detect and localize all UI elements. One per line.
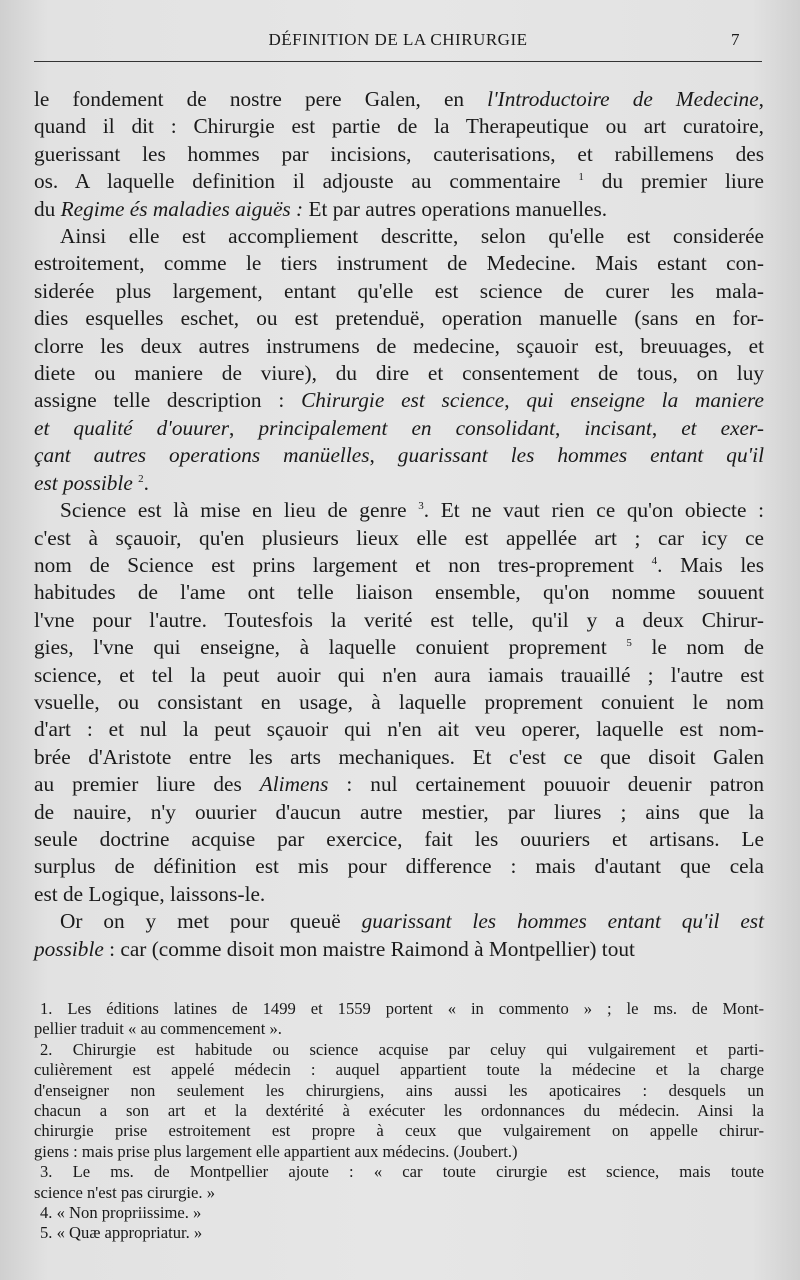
italic-text: Regime és maladies aiguës :	[60, 196, 304, 221]
text-line: au premier liure des Alimens : nul certainement pouuoir deuenir patron	[34, 772, 764, 797]
italic-text: principalement en consolidant	[258, 415, 555, 440]
text-line: science, et tel la peut auoir qui n'en aura iamais trauaillé ; l'autre est	[34, 662, 764, 687]
text-line: l'vne pour l'autre. Toutesfois la verité est telle, qu'il y a deux Chirur-	[34, 607, 764, 632]
footnote-line: chacun a son art et la dextérité à exécuter les ordonnances du médecin. Ainsi la	[34, 1101, 764, 1121]
page-number: 7	[731, 30, 740, 49]
text-line: le fondement de nostre pere Galen, en l'Introductoire de Medecine,	[34, 87, 764, 111]
italic-text: Alimens	[259, 772, 329, 797]
footnote-line: 5. « Quæ appropriatur. »	[40, 1223, 203, 1243]
footnote-ref: 4	[651, 554, 658, 567]
text-line: seule doctrine acquise par exercice, fait les ouuriers et artisans. Le	[34, 826, 764, 851]
text-line: surplus de définition est mis pour difference : mais d'autant que cela	[34, 854, 764, 879]
text-line: assigne telle description : Chirurgie est science, qui enseigne la maniere	[34, 388, 765, 413]
footnotes	[34, 999, 764, 1244]
footnote-line: giens : mais prise plus largement elle appartient aux médecins. (Joubert.)	[34, 1141, 518, 1161]
footnote-line: 2. Chirurgie est habitude ou science acquise par celuy qui vulgairement et parti-	[40, 1039, 764, 1059]
text-line: dies esquelles eschet, ou est pretenduë, operation manuelle (sans en for-	[34, 306, 764, 331]
text-line: c'est à sçauoir, qu'en plusieurs lieux elle est appellée art ; car icy ce	[34, 525, 764, 550]
text-line: du Regime és maladies aiguës : Et par autres operations manuelles.	[34, 196, 608, 221]
text-line: diete ou maniere de viure), du dire et consentement de tous, on luy	[34, 361, 764, 386]
running-header	[34, 28, 762, 54]
text-line: estroitement, comme le tiers instrument de Medecine. Mais estant con-	[34, 251, 764, 276]
italic-text: incisant	[584, 415, 652, 440]
text-line: habitudes de l'ame ont telle liaison ensemble, qu'on nomme souuent	[34, 580, 764, 605]
italic-text: et exer-	[681, 415, 764, 440]
text-line: siderée plus largement, entant qu'elle est science de curer les mala-	[34, 278, 764, 303]
text-line: Ainsi elle est accompliement descritte, selon qu'elle est considerée	[60, 224, 764, 249]
footnote-ref: 5	[626, 637, 632, 650]
italic-text: guarissant les hommes entant qu'il	[397, 443, 764, 468]
footnote-line: 3. Le ms. de Montpellier ajoute : « car toute cirurgie est science, mais toute	[40, 1162, 764, 1182]
text-line: gies, l'vne qui enseigne, à laquelle conuient proprement $^5$ le nom de	[34, 635, 764, 660]
page-title: DÉFINITION DE LA CHIRURGIE	[268, 30, 528, 49]
text-line: nom de Science est prins largement et non tres-proprement $^4$. Mais les	[34, 552, 764, 577]
footnote-line: 1. Les éditions latines de 1499 et 1559 portent « in commento » ; le ms. de Mont-	[40, 999, 764, 1018]
footnote-line: 4. « Non propriissime. »	[40, 1203, 202, 1223]
footnote-line: chirurgie prise estroitement est propre à ceux que vulgairement on appelle chirur-	[34, 1121, 764, 1141]
italic-text: guarissant les hommes entant qu'il est	[361, 909, 764, 934]
text-line: est de Logique, laissons-le.	[34, 881, 266, 906]
footnote-ref: 1	[578, 171, 584, 184]
text-line: os. A laquelle definition il adjouste au commentaire $^1$ du premier liure	[34, 169, 764, 194]
text-line: vsuelle, ou consistant en usage, à laquelle proprement conuient le nom	[34, 689, 764, 714]
footnote-ref: 2	[138, 472, 144, 485]
footnote-line: pellier traduit « au commencement ».	[34, 1019, 282, 1039]
text-line: guerissant les hommes par incisions, cauterisations, et rabillemens des	[34, 141, 764, 166]
footnote-ref: 3	[418, 500, 424, 512]
footnote-line: d'enseigner non seulement les chirurgiens, ains aussi les apoticaires : desquels un	[34, 1080, 764, 1100]
text-line: de nauire, n'y ouurier d'aucun autre mestier, par liures ; ains que la	[34, 799, 764, 824]
text-line: Or on y met pour queuë guarissant les hommes entant qu'il est	[60, 909, 764, 934]
text-line: quand il dit : Chirurgie est partie de la Therapeutique ou art curatoire,	[34, 114, 764, 139]
footnote-line: science n'est pas cirurgie. »	[34, 1182, 215, 1202]
italic-text: possible	[34, 936, 104, 961]
header-rule	[34, 61, 762, 62]
text-line: est possible $^2$.	[34, 470, 149, 495]
text-line: clorre les deux autres instrumens de medecine, sçauoir est, breuuages, et	[34, 333, 764, 358]
text-line: d'art : et nul la peut sçauoir qui n'en ait veu operer, laquelle est nom-	[34, 717, 764, 742]
main-text	[34, 86, 764, 963]
italic-text: çant autres operations manüelles	[34, 443, 370, 468]
italic-text: et qualité d'ouurer	[34, 415, 230, 440]
italic-text: Chirurgie est science	[301, 388, 505, 413]
italic-text: l'Introductoire de Medecine	[487, 87, 759, 111]
text-line: çant autres operations manüelles, guarissant les hommes entant qu'il	[34, 443, 764, 468]
text-line: brée d'Aristote entre les arts mechaniques. Et c'est ce que disoit Galen	[34, 744, 764, 769]
footnote-line: culièrement est appelé médecin : auquel appartient toute la médecine et la charge	[34, 1060, 764, 1080]
italic-text: est possible	[34, 470, 133, 495]
text-line: et qualité d'ouurer, principalement en consolidant, incisant, et exer-	[34, 415, 764, 440]
italic-text: qui enseigne la maniere	[526, 388, 765, 413]
text-line: possible : car (comme disoit mon maistre Raimond à Montpellier) tout	[34, 936, 635, 961]
text-line: Science est là mise en lieu de genre $^3$. Et ne vaut rien ce qu'on obiecte :	[60, 498, 764, 523]
